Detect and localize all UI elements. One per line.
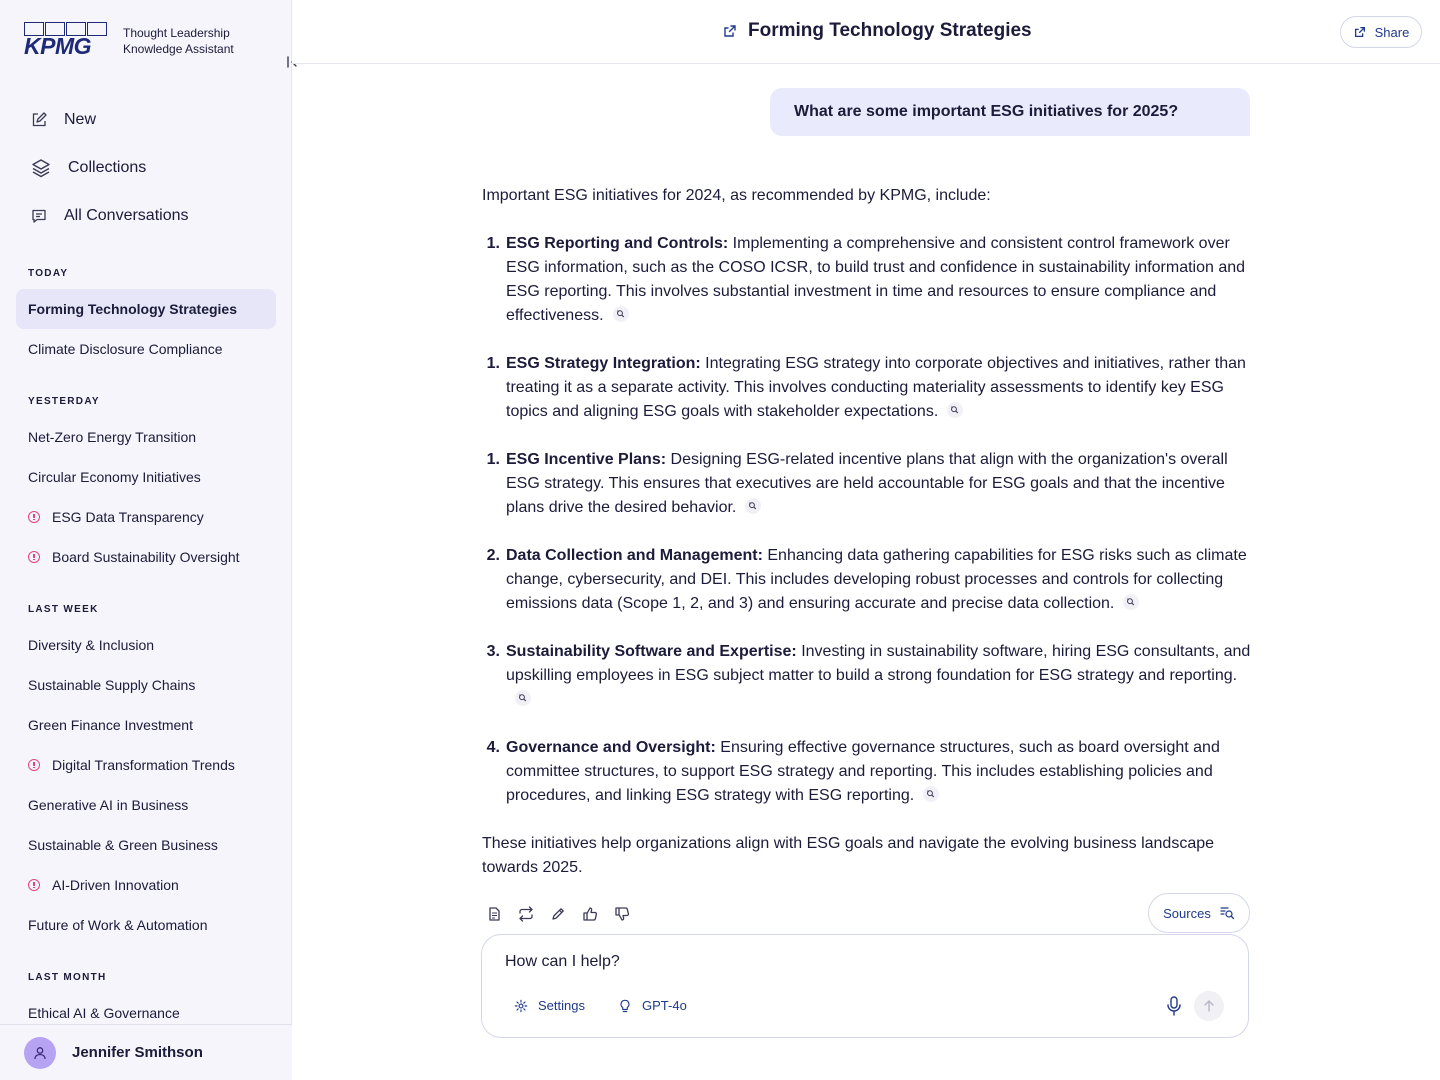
- list-number: 2.: [486, 547, 500, 564]
- conversation-item[interactable]: [16, 745, 276, 785]
- item-title: Sustainability Software and Expertise:: [506, 643, 797, 660]
- chat-bubble-icon: [30, 207, 48, 225]
- edit-square-icon: [30, 111, 48, 129]
- conversation-item[interactable]: [16, 417, 276, 457]
- warning-icon: [28, 759, 40, 771]
- list-number: 1.: [486, 355, 500, 372]
- conversation-item[interactable]: [16, 905, 276, 945]
- conversation-label: Climate Disclosure Compliance: [28, 341, 223, 357]
- conversation-label: Sustainable Supply Chains: [28, 677, 196, 693]
- section-today: TODAY: [28, 268, 69, 279]
- user-message-bubble: [770, 88, 1250, 136]
- main-nav: [16, 100, 276, 244]
- copy-button[interactable]: [484, 904, 504, 924]
- conversation-item[interactable]: [16, 865, 276, 905]
- all-conversations-nav-item[interactable]: [16, 196, 276, 236]
- sources-label: Sources: [1163, 905, 1211, 921]
- external-link-icon[interactable]: [722, 23, 738, 39]
- conversation-item[interactable]: [16, 537, 276, 577]
- kpmg-logo-text: KPMG: [24, 33, 91, 59]
- warning-icon: [28, 551, 40, 563]
- settings-button[interactable]: [514, 998, 585, 1013]
- layers-icon: [30, 157, 52, 179]
- conversation-label: AI-Driven Innovation: [52, 877, 179, 893]
- microphone-icon: [1164, 995, 1184, 1017]
- share-icon: [1353, 25, 1367, 39]
- conversation-label: Ethical AI & Governance: [28, 1005, 180, 1021]
- conversation-label: Generative AI in Business: [28, 797, 189, 813]
- answer-list-item: [482, 544, 1252, 616]
- conversation-item[interactable]: [16, 825, 276, 865]
- message-input[interactable]: [505, 953, 1105, 971]
- edit-button[interactable]: [548, 904, 568, 924]
- brand-subtitle-line1: Thought Leadership: [123, 26, 230, 40]
- message-composer: [481, 934, 1249, 1038]
- sidebar: [0, 0, 292, 1080]
- conversation-item[interactable]: [16, 625, 276, 665]
- list-number: 3.: [486, 643, 500, 660]
- share-button[interactable]: [1340, 16, 1422, 48]
- list-number: 4.: [486, 739, 500, 756]
- sources-button[interactable]: [1148, 893, 1250, 933]
- kpmg-logo[interactable]: [24, 22, 108, 58]
- assistant-answer: [482, 184, 1252, 880]
- citation-search-icon[interactable]: [1120, 594, 1142, 610]
- list-number: 1.: [486, 235, 500, 252]
- item-text: Investing in sustainability software, hiring ESG consultants, and upskilling employees in ESG subject matter to build a strong foundation for ESG strategy and reporting.: [506, 643, 1251, 684]
- answer-list-item: [482, 640, 1252, 712]
- citation-search-icon[interactable]: [742, 498, 764, 514]
- lightbulb-icon: [618, 999, 632, 1013]
- item-title: ESG Reporting and Controls:: [506, 235, 729, 252]
- item-title: Data Collection and Management:: [506, 547, 763, 564]
- conversation-item[interactable]: [16, 497, 276, 537]
- user-name: Jennifer Smithson: [72, 1044, 203, 1061]
- warning-icon: [28, 879, 40, 891]
- conversation-label: Sustainable & Green Business: [28, 837, 218, 853]
- item-text: Enhancing data gathering capabilities for ESG risks such as climate change, cybersecurity, and DEI. This includes developing robust processes and controls for collecting emissions data (Scope 1, 2, and 3) and ensuring accurate and precise data collection.: [506, 547, 1247, 612]
- model-label: GPT-4o: [642, 998, 687, 1013]
- item-text: Ensuring effective governance structures, such as board oversight and committee structures, to support ESG strategy and reporting. This includes establishing policies and procedures, and linking ESG strategy with ESG reporting.: [506, 739, 1220, 804]
- answer-list-item: [482, 448, 1252, 520]
- conversation-label: Board Sustainability Oversight: [52, 549, 240, 565]
- page-title: Forming Technology Strategies: [748, 20, 1032, 41]
- conversation-label: ESG Data Transparency: [52, 509, 204, 525]
- answer-actions: [484, 904, 644, 924]
- model-selector[interactable]: [618, 998, 687, 1013]
- section-last-month: LAST MONTH: [28, 972, 107, 983]
- page-title-wrap: [722, 20, 1032, 42]
- conversation-label: Green Finance Investment: [28, 717, 193, 733]
- answer-list-item: [482, 232, 1252, 328]
- gear-icon: [514, 999, 528, 1013]
- answer-outro: These initiatives help organizations align with ESG goals and navigate the evolving business landscape towards 2025.: [482, 835, 1215, 876]
- conversation-item[interactable]: [16, 785, 276, 825]
- section-yesterday: YESTERDAY: [28, 396, 100, 407]
- item-text: Designing ESG-related incentive plans that align with the organization's overall ESG strategy. This ensures that executives are held accountable for ESG goals and that the incentive plans drive the desired behavior.: [506, 451, 1228, 516]
- all-conversations-label: All Conversations: [64, 207, 189, 224]
- conversation-item[interactable]: [16, 705, 276, 745]
- list-number: 1.: [486, 451, 500, 468]
- conversation-label: Forming Technology Strategies: [28, 301, 237, 317]
- top-header: [292, 0, 1440, 64]
- brand-subtitle-line2: Knowledge Assistant: [123, 42, 234, 56]
- conversation-label: Circular Economy Initiatives: [28, 469, 201, 485]
- pencil-icon: [550, 906, 566, 922]
- citation-search-icon[interactable]: [944, 402, 966, 418]
- document-search-icon: [1219, 905, 1235, 921]
- new-conversation-button[interactable]: [16, 100, 276, 140]
- item-text: Implementing a comprehensive and consistent control framework over ESG information, such as the COSO ICSR, to build trust and confidence in sustainability information and ESG reporting. This involves substantial investment in time and resources to ensure compliance and effectiveness.: [506, 235, 1246, 324]
- answer-intro: Important ESG initiatives for 2024, as recommended by KPMG, include:: [482, 187, 991, 204]
- user-icon: [32, 1045, 48, 1061]
- citation-search-icon[interactable]: [610, 306, 632, 322]
- new-label: New: [64, 111, 97, 128]
- conversation-item[interactable]: [16, 457, 276, 497]
- conversation-item[interactable]: [16, 665, 276, 705]
- send-button[interactable]: [1194, 991, 1224, 1021]
- share-label: Share: [1374, 24, 1410, 40]
- conversation-label: Digital Transformation Trends: [52, 757, 235, 773]
- brand-subtitle: [123, 25, 234, 57]
- citation-search-icon[interactable]: [920, 786, 942, 802]
- thumbs-up-icon: [581, 905, 599, 923]
- microphone-button[interactable]: [1164, 995, 1184, 1017]
- collections-label: Collections: [68, 159, 147, 176]
- conversation-item[interactable]: [16, 329, 276, 369]
- regenerate-button[interactable]: [516, 904, 536, 924]
- conversation-label: Future of Work & Automation: [28, 917, 208, 933]
- user-profile-bar[interactable]: [0, 1024, 292, 1080]
- conversation-label: Diversity & Inclusion: [28, 637, 155, 653]
- thumbs-down-button[interactable]: [612, 904, 632, 924]
- arrow-up-icon: [1202, 999, 1216, 1013]
- conversation-label: Net-Zero Energy Transition: [28, 429, 197, 445]
- answer-list-item: [482, 736, 1252, 808]
- section-last-week: LAST WEEK: [28, 604, 99, 615]
- thumbs-down-icon: [613, 905, 631, 923]
- answer-list-item: [482, 352, 1252, 424]
- citation-search-icon[interactable]: [512, 690, 534, 706]
- conversation-item-active[interactable]: [16, 289, 276, 329]
- item-text: Integrating ESG strategy into corporate objectives and initiatives, rather than treating it as a separate activity. This involves conducting materiality assessments to identify key ESG topics and aligning ESG goals with stakeholder expectations.: [506, 355, 1246, 420]
- item-title: ESG Incentive Plans:: [506, 451, 667, 468]
- brand: [24, 22, 284, 62]
- avatar: [24, 1037, 56, 1069]
- settings-label: Settings: [538, 998, 585, 1013]
- user-message-text: What are some important ESG initiatives for 2025?: [794, 103, 1179, 120]
- warning-icon: [28, 511, 40, 523]
- thumbs-up-button[interactable]: [580, 904, 600, 924]
- item-title: Governance and Oversight:: [506, 739, 716, 756]
- collections-nav-item[interactable]: [16, 148, 276, 188]
- item-title: ESG Strategy Integration:: [506, 355, 701, 372]
- document-icon: [486, 906, 502, 922]
- repeat-icon: [517, 905, 535, 923]
